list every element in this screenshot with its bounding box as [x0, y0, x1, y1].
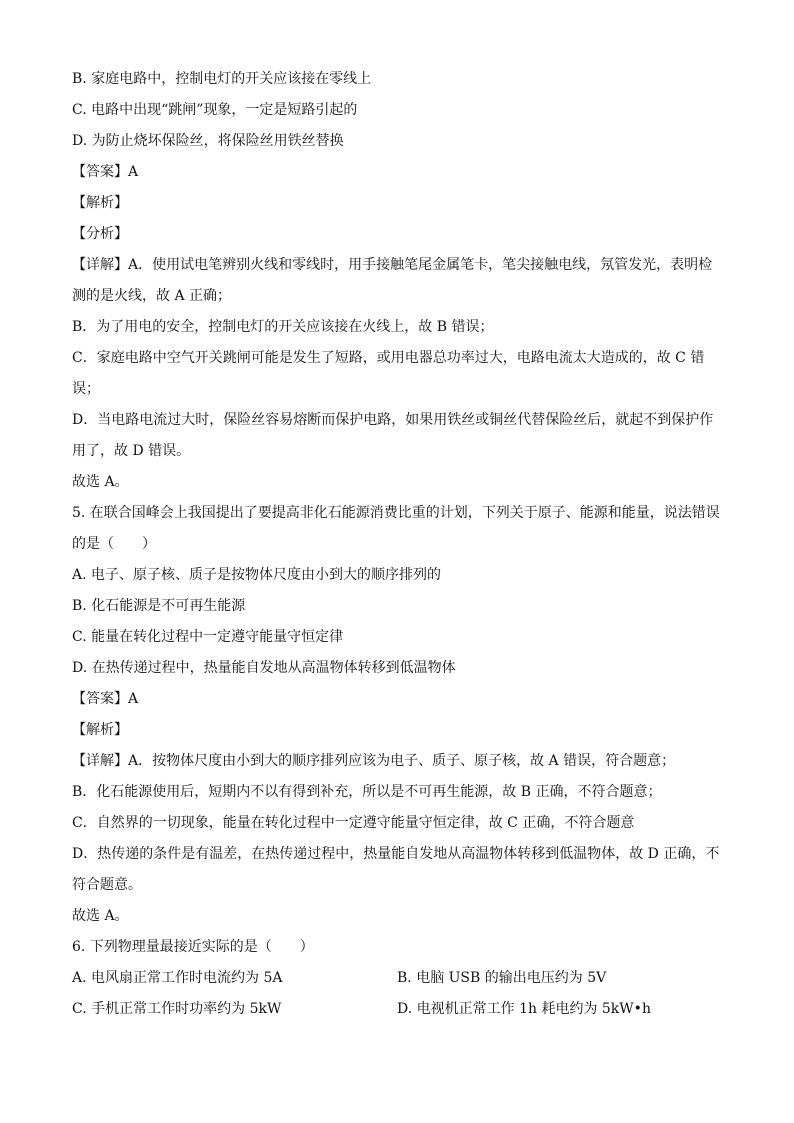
q5-explanation-line: D．热传递的条件是有温差，在热传递过程中，热量能自发地从高温物体转移到低温物体，故 D 正确，不: [72, 846, 720, 862]
prev-option-d: D. 为防止烧坏保险丝，将保险丝用铁丝替换: [72, 133, 344, 149]
q6-option-d: D. 电视机正常工作 1h 耗电约为 5kW•h: [397, 1001, 651, 1017]
q6-options-row: [72, 963, 732, 994]
prev-option-c: C. 电路中出现“跳闸”现象，一定是短路引起的: [72, 102, 358, 118]
q5-answer: 【答案】A: [72, 691, 139, 707]
q6-option-b: B. 电脑 USB 的输出电压约为 5V: [397, 970, 607, 986]
prev-option-b: B. 家庭电路中，控制电灯的开关应该接在零线上: [72, 71, 372, 87]
q5-conclusion: 故选 A。: [72, 908, 129, 924]
document-page: [72, 64, 732, 1025]
q5-option-b: B. 化石能源是不可再生能源: [72, 598, 246, 614]
q5-analysis-heading: 【解析】: [72, 722, 128, 738]
prev-explanation-line: C．家庭电路中空气开关跳闸可能是发生了短路，或用电器总功率过大，电路电流太大造成的，故 C 错: [72, 350, 705, 366]
q6-options-row: [72, 994, 732, 1025]
q5-explanation-line: B．化石能源使用后，短期内不以有得到补充，所以是不可再生能源，故 B 正确，不符合题意；: [72, 784, 662, 800]
q5-stem-line: 5. 在联合国峰会上我国提出了要提高非化石能源消费比重的计划，下列关于原子、能源和能量，说法错误: [72, 505, 720, 521]
q6-stem: 6. 下列物理量最接近实际的是（ ）: [72, 939, 314, 955]
prev-analysis-heading: 【解析】: [72, 195, 128, 211]
q5-stem-line: 的是（ ）: [72, 536, 156, 552]
q5-explanation-line: 符合题意。: [72, 877, 142, 893]
prev-explanation-line: 误；: [72, 381, 100, 397]
prev-conclusion: 故选 A。: [72, 474, 129, 490]
q5-explanation-line: 【详解】A．按物体尺度由小到大的顺序排列应该为电子、质子、原子核，故 A 错误，符合题意；: [72, 753, 676, 769]
q6-option-c: C. 手机正常工作时功率约为 5kW: [72, 1001, 282, 1017]
prev-explanation-line: 用了，故 D 错误。: [72, 443, 191, 459]
q5-option-d: D. 在热传递过程中，热量能自发地从高温物体转移到低温物体: [72, 660, 456, 676]
q5-explanation-line: C．自然界的一切现象，能量在转化过程中一定遵守能量守恒定律，故 C 正确，不符合题意: [72, 815, 635, 831]
prev-fenxi-heading: 【分析】: [72, 226, 128, 242]
q5-option-a: A. 电子、原子核、质子是按物体尺度由小到大的顺序排列的: [72, 567, 442, 583]
prev-explanation-line: 【详解】A．使用试电笔辨别火线和零线时，用手接触笔尾金属笔卡，笔尖接触电线，氖管发光，表明检: [72, 257, 713, 273]
prev-answer: 【答案】A: [72, 164, 139, 180]
prev-explanation-line: D．当电路电流过大时，保险丝容易熔断而保护电路，如果用铁丝或铜丝代替保险丝后，就起不到保护作: [72, 412, 714, 428]
prev-explanation-line: B．为了用电的安全，控制电灯的开关应该接在火线上，故 B 错误；: [72, 319, 494, 335]
prev-explanation-line: 测的是火线，故 A 正确；: [72, 288, 232, 304]
q6-option-a: A. 电风扇正常工作时电流约为 5A: [72, 970, 283, 986]
q5-option-c: C. 能量在转化过程中一定遵守能量守恒定律: [72, 629, 344, 645]
